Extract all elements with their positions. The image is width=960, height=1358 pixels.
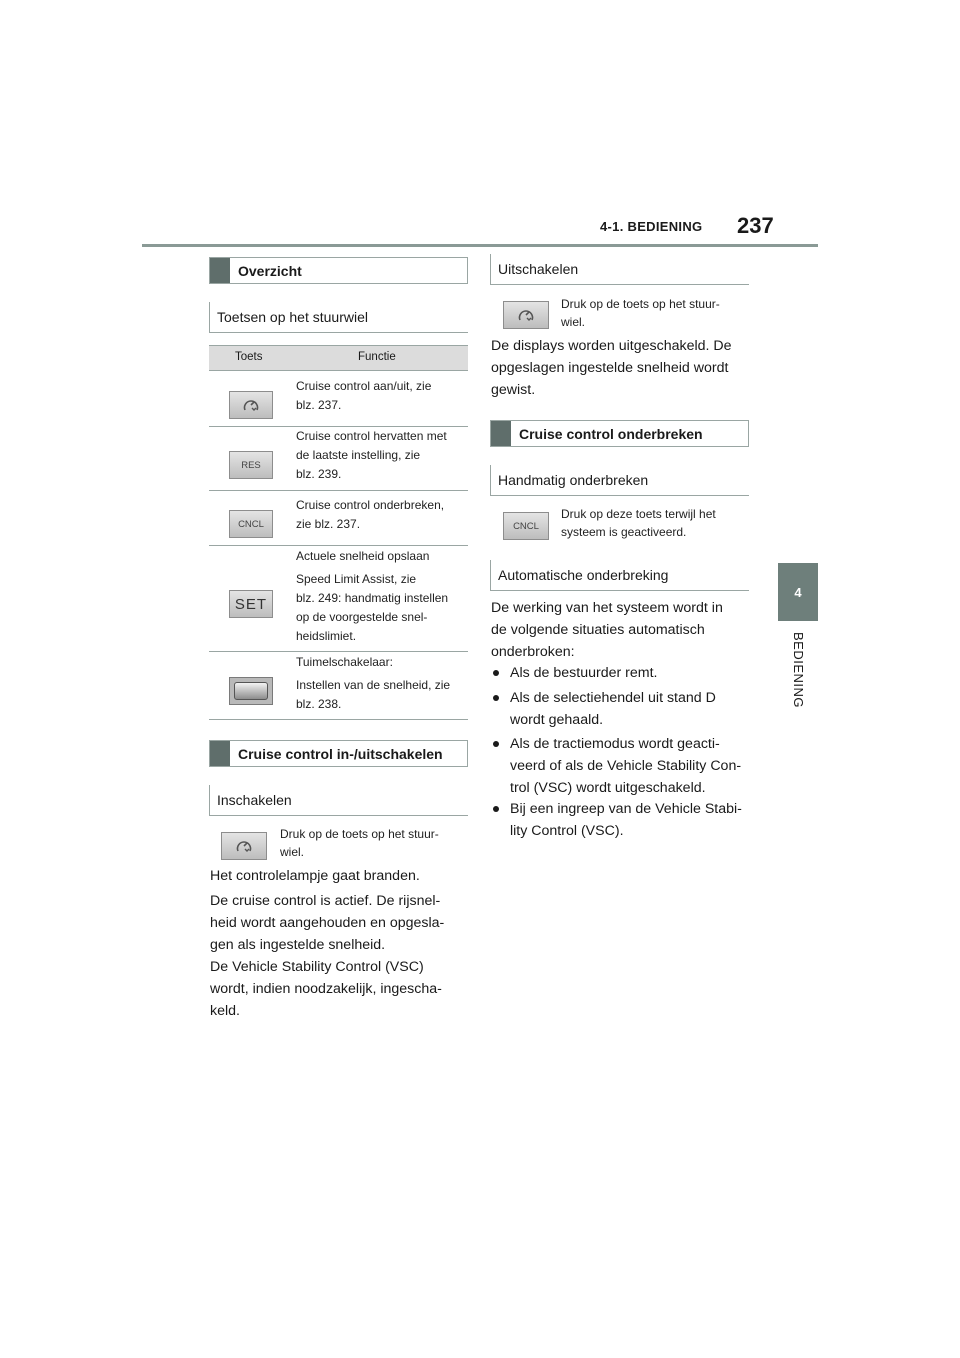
cncl-button-image: [229, 510, 273, 538]
list-item: Bij een ingreep van de Vehicle Stabi- lity Control (VSC).: [493, 798, 755, 842]
paragraph: De werking van het systeem wordt in de volgende situaties automatisch onderbroken:: [491, 600, 723, 660]
section-inuitschakelen-title: Cruise control in-/uitschakelen: [238, 745, 443, 762]
cruise-onoff-button-image: [221, 832, 267, 860]
section-title: 4-1. BEDIENING: [600, 219, 703, 234]
section-overzicht-title: Overzicht: [238, 262, 302, 279]
row-functie: Actuele snelheid opslaan Speed Limit Assist, zie blz. 249: handmatig instellen op de voorgestelde snel- heidslimiet.: [296, 549, 449, 643]
paragraph: De cruise control is actief. De rijsnel- heid wordt aangehouden en opgesla- gen als ingestelde snelheid.: [210, 893, 445, 953]
table-header: [209, 345, 468, 371]
cruise-onoff-button-image: [229, 391, 273, 419]
speedometer-icon: [517, 307, 535, 323]
rocker-switch-image: [229, 677, 273, 705]
cncl-label: CNCL: [238, 518, 264, 530]
res-label: RES: [241, 459, 261, 471]
cncl-label: CNCL: [513, 520, 539, 532]
row-functie: Cruise control onderbreken, zie blz. 237.: [296, 498, 445, 531]
section-onderbreken-title: Cruise control onderbreken: [519, 425, 703, 442]
row-divider: [209, 545, 468, 546]
heading-automatisch: Automatische onderbreking: [490, 560, 749, 591]
section-onderbreken: [490, 420, 749, 447]
paragraph: De Vehicle Stability Control (VSC) wordt, indien noodzakelijk, ingescha- keld.: [210, 959, 442, 1019]
section-marker: [491, 421, 511, 446]
heading-inschakelen: Inschakelen: [209, 785, 468, 816]
col-functie: Functie: [358, 351, 396, 363]
row-divider: [209, 490, 468, 491]
heading-handmatig: Handmatig onderbreken: [490, 465, 749, 496]
cruise-onoff-button-image: [503, 301, 549, 329]
list-item: Als de bestuurder remt.: [493, 662, 755, 684]
list-item: Als de selectiehendel uit stand D wordt gehaald.: [493, 687, 755, 731]
inschakelen-note: Druk op de toets op het stuur- wiel.: [280, 827, 439, 859]
res-button-image: [229, 451, 273, 479]
row-functie: Cruise control hervatten met de laatste instelling, zie blz. 239.: [296, 429, 447, 481]
row-functie: Tuimelschakelaar: Instellen van de snelheid, zie blz. 238.: [296, 655, 451, 711]
section-overzicht: [209, 257, 468, 284]
paragraph: Het controlelampje gaat branden.: [210, 868, 420, 884]
chapter-label-text: BEDIENING: [791, 632, 806, 709]
set-label: SET: [234, 595, 268, 613]
section-marker: [210, 258, 230, 283]
section-marker: [210, 741, 230, 766]
bullet-dot: [493, 806, 499, 812]
rocker-switch-icon: [234, 682, 268, 700]
heading-uitschakelen: Uitschakelen: [490, 254, 749, 285]
set-button-image: [229, 590, 273, 618]
col-toets: Toets: [235, 351, 263, 363]
section-inuitschakelen: [209, 740, 468, 767]
header-rule: [142, 244, 818, 247]
list-item: Als de tractiemodus wordt geacti- veerd of als de Vehicle Stability Con- trol (VSC) wordt uitgeschakeld.: [493, 733, 755, 799]
handmatig-note: Druk op deze toets terwijl het systeem is geactiveerd.: [561, 507, 716, 539]
cncl-button-image: [503, 512, 549, 540]
bullet-dot: [493, 741, 499, 747]
row-divider: [209, 651, 468, 652]
bullet-dot: [493, 670, 499, 676]
uitschakelen-note: Druk op de toets op het stuur- wiel.: [561, 297, 720, 329]
table-bottom-rule: [209, 719, 468, 720]
chapter-tab: [778, 563, 818, 621]
chapter-label: [786, 632, 810, 722]
paragraph: De displays worden uitgeschakeld. De opgeslagen ingestelde snelheid wordt gewist.: [491, 338, 732, 398]
page-number: 237: [737, 213, 774, 238]
chapter-number: 4: [794, 584, 802, 600]
heading-toetsen: Toetsen op het stuurwiel: [209, 302, 468, 333]
row-functie: Cruise control aan/uit, zie blz. 237.: [296, 379, 432, 412]
speedometer-icon: [235, 838, 253, 854]
speedometer-icon: [242, 397, 260, 413]
bullet-dot: [493, 695, 499, 701]
